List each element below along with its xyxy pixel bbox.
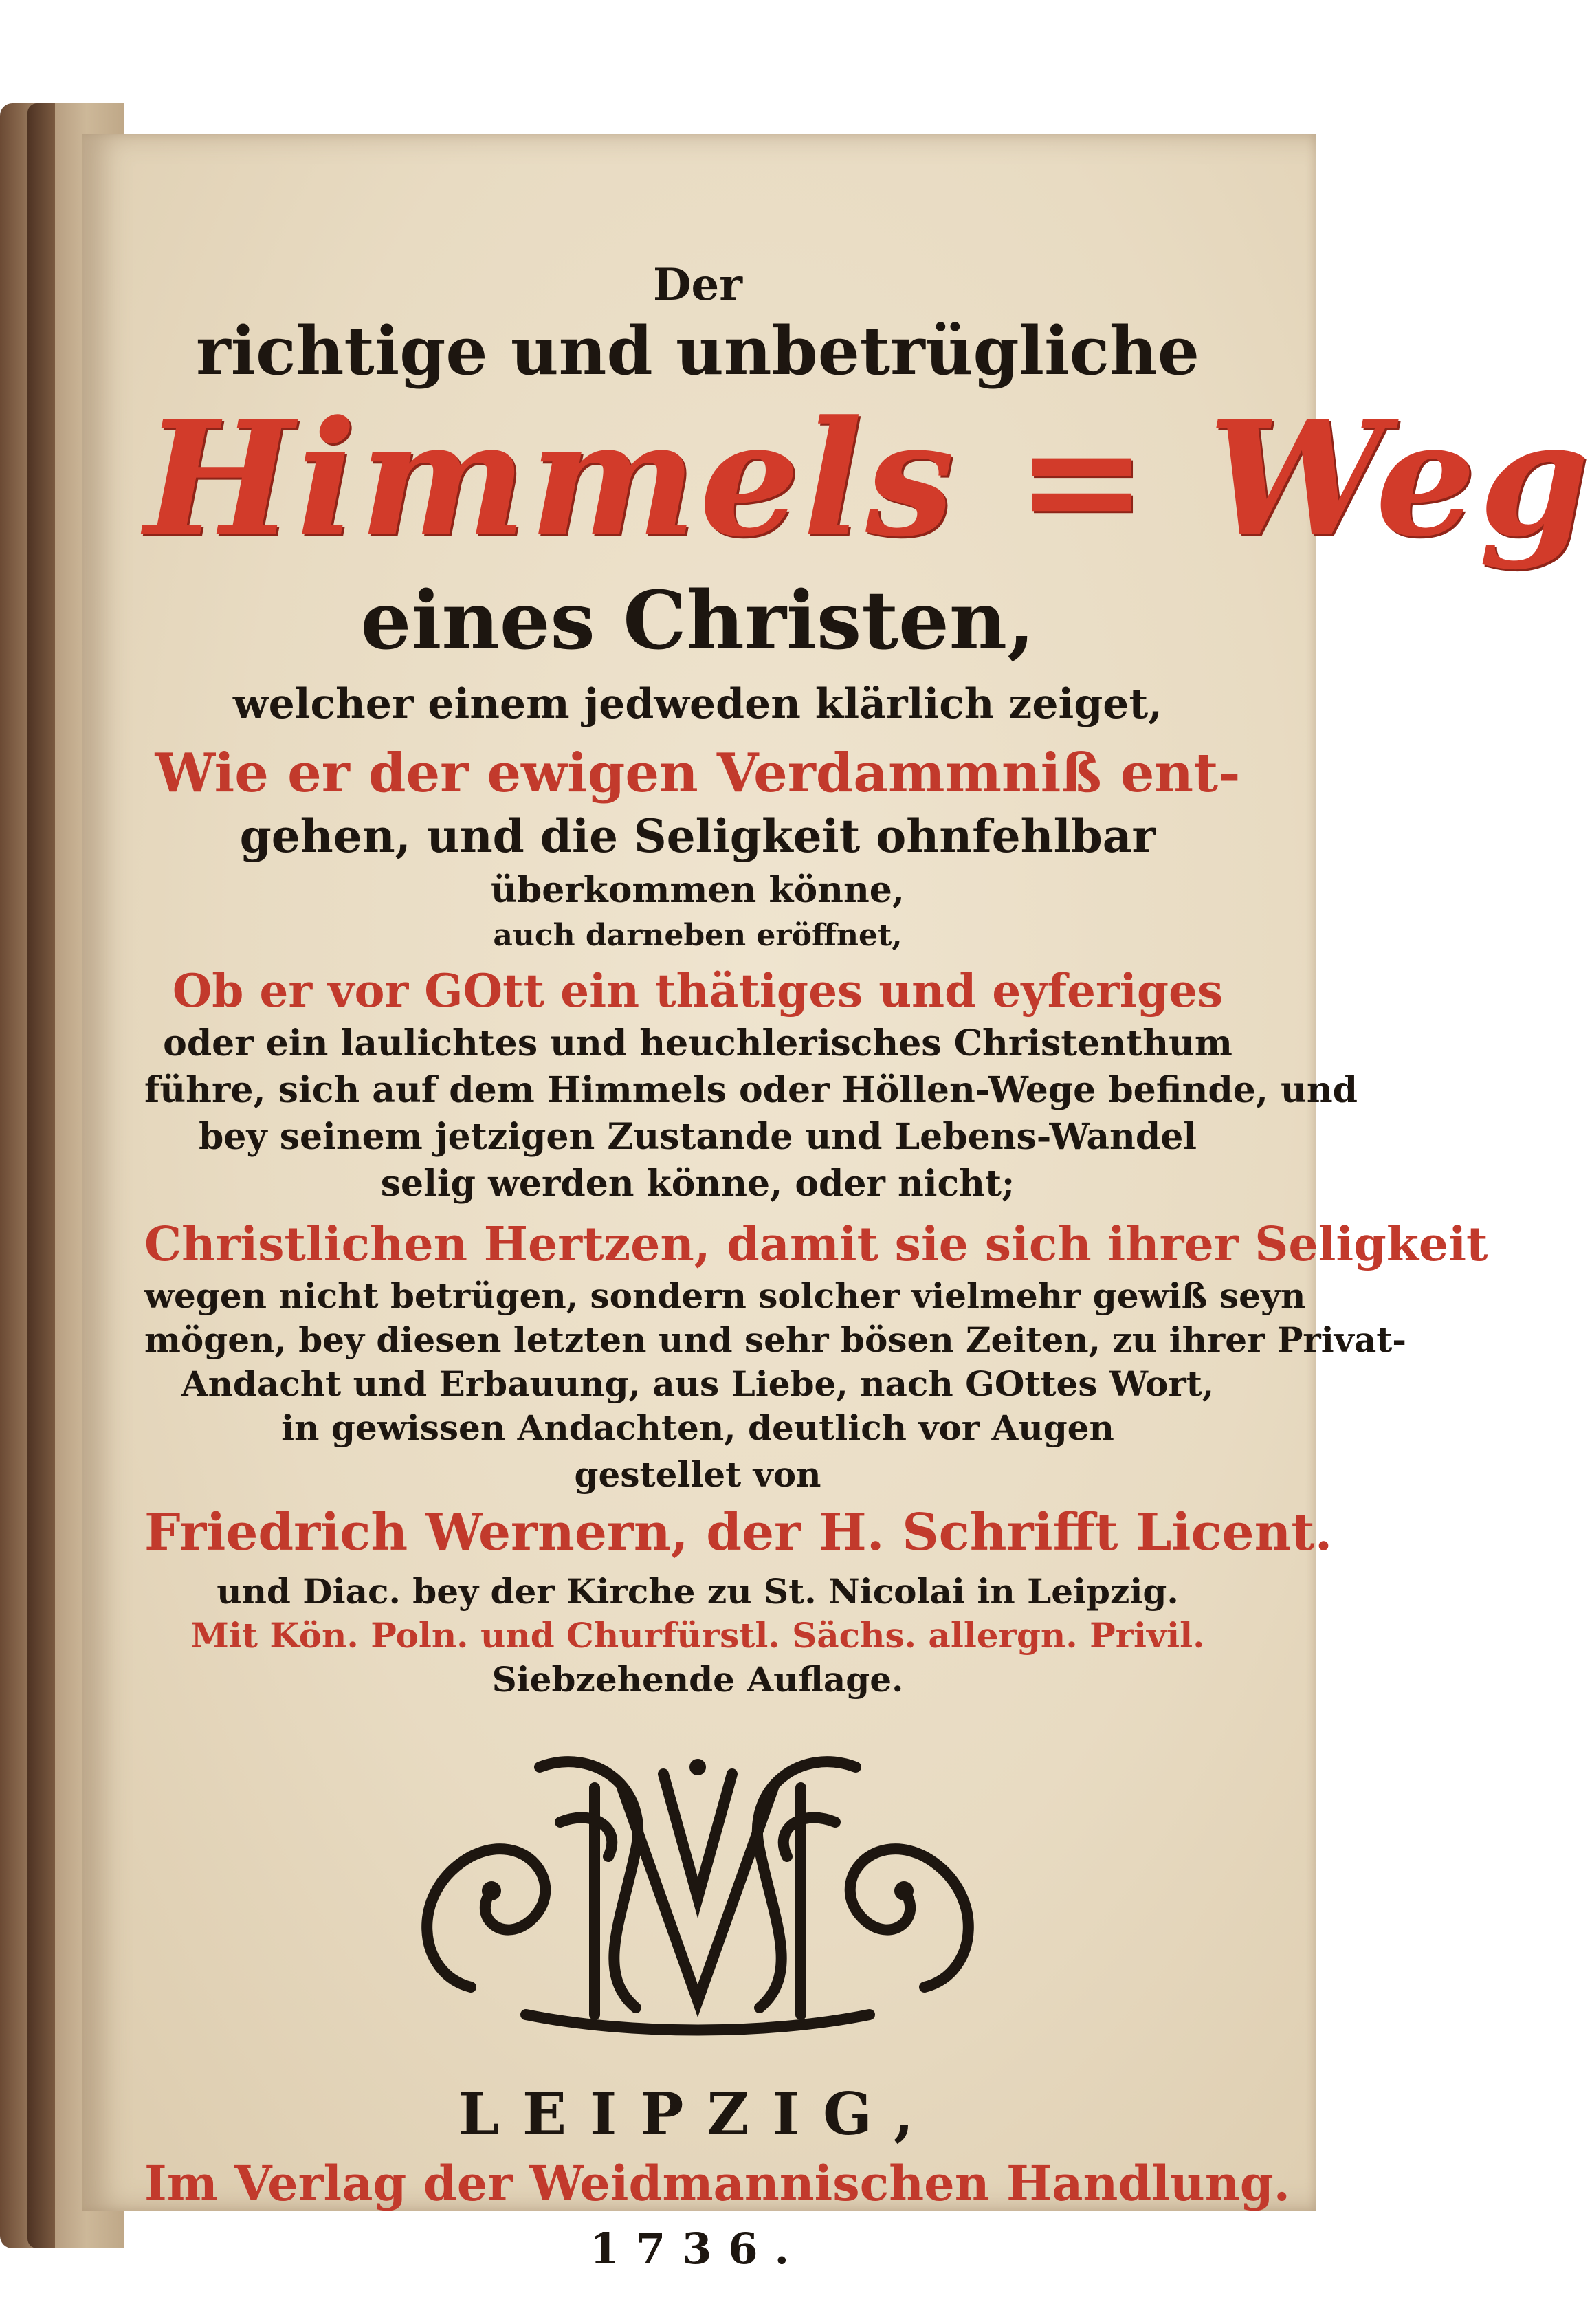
author-line: Friedrich Wernern, der H. Schrifft Licent. (144, 1502, 1333, 1562)
line-wie-er: Wie er der ewigen Verdammniß ent- (155, 742, 1241, 805)
line-laulichtes: oder ein laulichtes und heuchlerisches Christenthum (163, 1022, 1232, 1064)
line-gestellet: gestellet von (574, 1454, 821, 1495)
privilege-line: Mit Kön. Poln. und Churfürstl. Sächs. allergn. Privil. (190, 1614, 1205, 1656)
title-page-text (144, 196, 1592, 2274)
line-gewissen: in gewissen Andachten, deutlich vor Augen (281, 1407, 1114, 1448)
line-eines-christen: eines Christen, (360, 574, 1035, 668)
line-gehen: gehen, und die Seligkeit ohnfehlbar (239, 809, 1156, 864)
printer-monogram-ornament (388, 1726, 1007, 2042)
line-ob-er: Ob er vor GOtt ein thätiges und eyferiges (172, 964, 1224, 1018)
edition-line: Siebzehende Auflage. (491, 1658, 904, 1700)
line-uberkommen: überkommen könne, (491, 868, 905, 911)
publisher-line: Im Verlag der Weidmannischen Handlung. (144, 2155, 1291, 2213)
line-diac: und Diac. bey der Kirche zu St. Nicolai in Leipzig. (217, 1570, 1179, 1612)
line-der: Der (653, 259, 742, 311)
line-fuhre: führe, sich auf dem Himmels oder Höllen-Wege befinde, und (144, 1068, 1358, 1111)
line-welcher: welcher einem jedweden klärlich zeiget, (232, 680, 1163, 729)
line-selig: selig werden könne, oder nicht; (380, 1163, 1015, 1205)
line-christlichen: Christlichen Hertzen, damit sie sich ihrer Seligkeit (144, 1217, 1488, 1273)
line-bey-seinem: bey seinem jetzigen Zustande und Lebens-Wandel (198, 1115, 1197, 1158)
year-line: 1736. (589, 2223, 806, 2274)
line-wegen: wegen nicht betrügen, sondern solcher vielmehr gewiß seyn (144, 1275, 1306, 1316)
line-mogen: mögen, bey diesen letzten und sehr bösen Zeiten, zu ihrer Privat- (144, 1319, 1407, 1360)
title-page (82, 134, 1592, 2274)
line-richtige: richtige und unbetrügliche (196, 312, 1199, 391)
book-cover-edge (27, 103, 55, 2248)
line-auch-darneben: auch darneben eröffnet, (493, 917, 903, 953)
line-andacht: Andacht und Erbauung, aus Liebe, nach GOttes Wort, (181, 1363, 1215, 1404)
main-title-himmels-weg: Himmels = Weg (144, 386, 1592, 572)
place-leipzig: LEIPZIG, (458, 2079, 938, 2148)
